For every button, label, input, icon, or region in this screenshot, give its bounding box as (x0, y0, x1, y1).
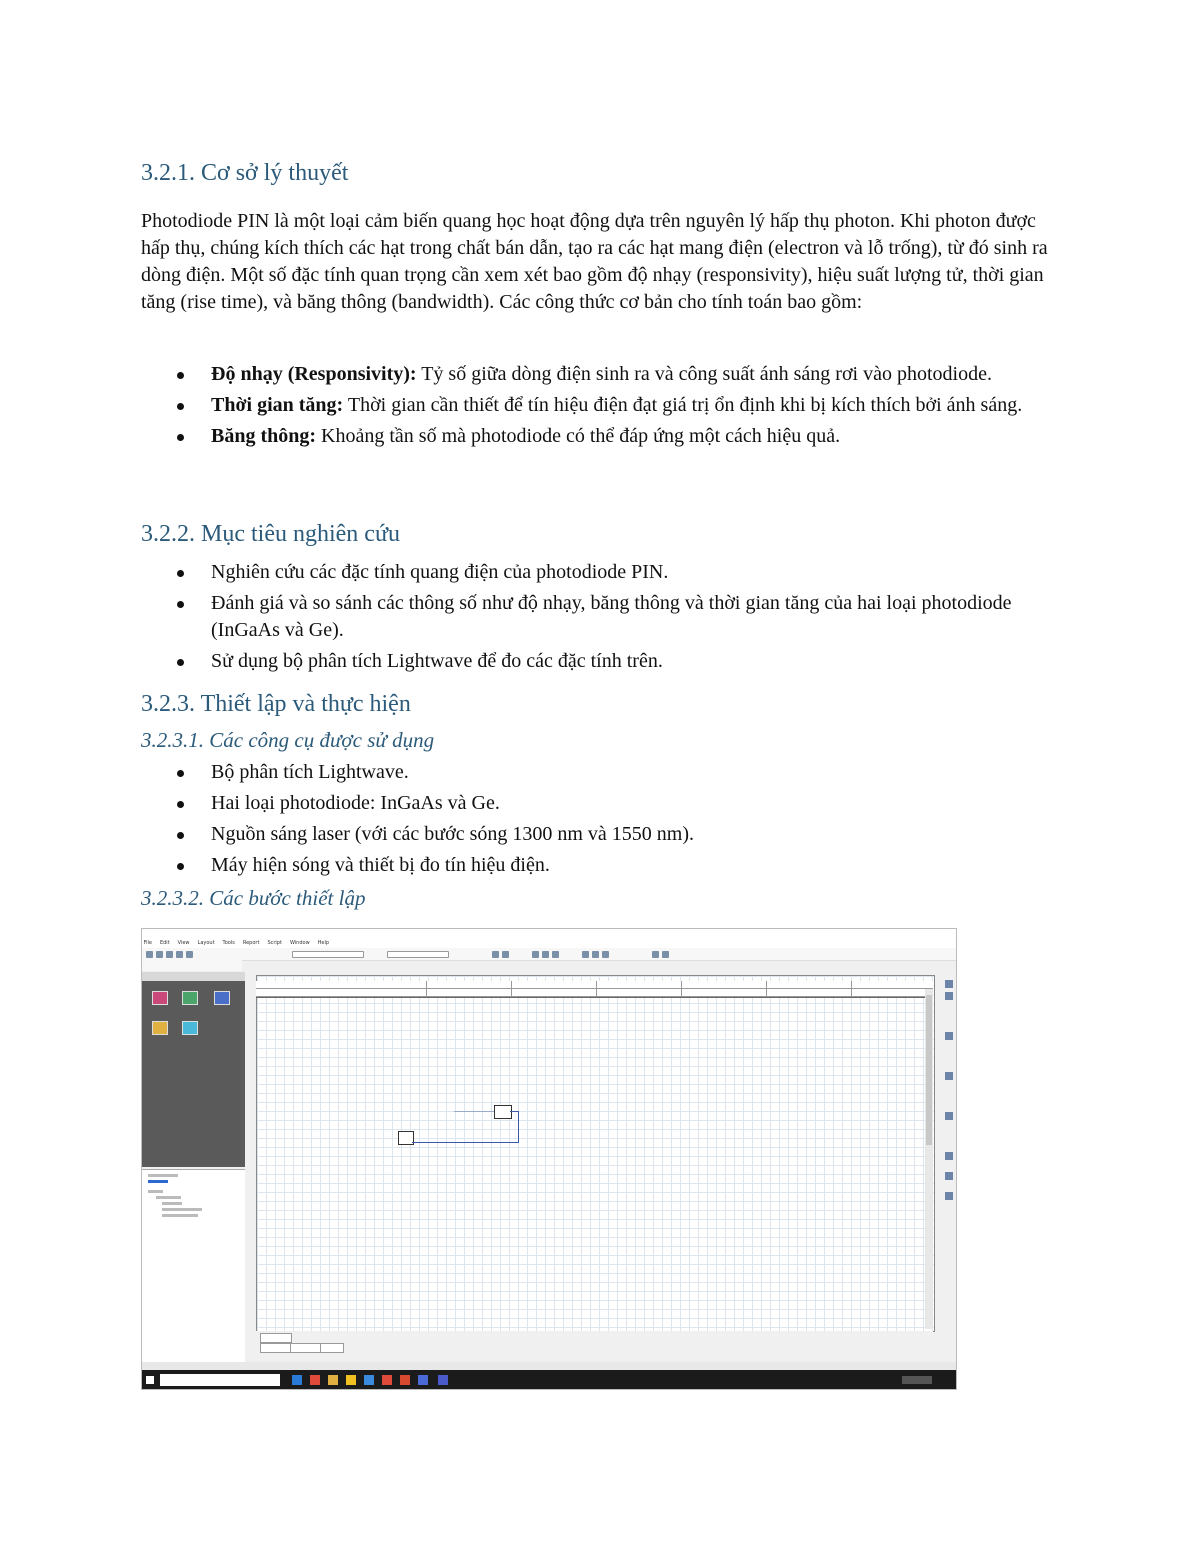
toolbar-icon (176, 951, 183, 958)
status-bar (142, 1362, 956, 1370)
section-heading-3-2-3: 3.2.3. Thiết lập và thực hiện (141, 691, 411, 717)
library-folder-icon (182, 1021, 198, 1035)
component-library-header (142, 972, 245, 981)
tools-list (141, 759, 1056, 883)
project-browser-row (156, 1196, 181, 1199)
toolbar-icon (492, 951, 499, 958)
layout-title-block (256, 981, 933, 998)
project-browser-row (148, 1174, 178, 1177)
library-folder-icon (182, 991, 198, 1005)
signal-wire (510, 1111, 518, 1112)
side-tool-icon[interactable] (945, 1032, 953, 1040)
property-desc: Tỷ số giữa dòng điện sinh ra và công suất ánh sáng rơi vào photodiode. (416, 363, 992, 385)
list-item: Nguồn sáng laser (với các bước sóng 1300 nm và 1550 nm). (141, 821, 1056, 848)
list-item: Máy hiện sóng và thiết bị đo tín hiệu điện. (141, 852, 1056, 879)
toolbar-icon (166, 951, 173, 958)
side-tool-icon[interactable] (945, 1072, 953, 1080)
toolbar-icon (502, 951, 509, 958)
project-browser-row (162, 1214, 198, 1217)
subsection-heading-3-2-3-1: 3.2.3.1. Các công cụ được sử dụng (141, 728, 435, 752)
side-tool-icon[interactable] (945, 1172, 953, 1180)
embedded-screenshot (141, 928, 957, 1390)
project-browser-row (162, 1208, 202, 1211)
title-block-row (256, 989, 933, 997)
menu-item: Window (289, 940, 310, 946)
toolbar-icon (602, 951, 609, 958)
taskbar-clock (902, 1376, 932, 1384)
menu-item: Report (242, 940, 260, 946)
taskbar-app-icon[interactable] (438, 1375, 448, 1385)
property-desc: Thời gian cần thiết để tín hiệu điện đạt giá trị ổn định khi bị kích thích bởi ánh sáng. (343, 394, 1023, 416)
toolbar-icon (532, 951, 539, 958)
list-item (141, 361, 1056, 388)
side-toolbar (942, 972, 956, 1372)
title-block-divider (426, 981, 427, 997)
taskbar-app-icon[interactable] (328, 1375, 338, 1385)
section-heading-3-2-1: 3.2.1. Cơ sở lý thuyết (141, 160, 349, 186)
title-block-divider (851, 981, 852, 997)
intro-paragraph: Photodiode PIN là một loại cảm biến quang học hoạt động dựa trên nguyên lý hấp thụ photon. Khi photon được hấp thụ, chúng kích thích các hạt trong chất bán dẫn, tạo ra các hạt mang điện (electron và lỗ trống), từ đó sinh ra dòng điện. Một số đặc tính quan trọng cần xem xét bao gồm độ nhạy (responsivity), hiệu suất lượng tử, thời gian tăng (rise time), và băng thông (bandwidth). Các công thức cơ bản cho tính toán bao gồm: (141, 210, 1048, 313)
screenshot-toolbar (142, 948, 956, 961)
toolbar-icon (542, 951, 549, 958)
menu-item: Help (317, 940, 330, 946)
list-item (141, 392, 1056, 419)
toolbar-icon (662, 951, 669, 958)
property-term: Độ nhạy (Responsivity): (211, 363, 417, 385)
taskbar-search-input[interactable] (160, 1374, 280, 1386)
taskbar-app-icon[interactable] (310, 1375, 320, 1385)
screenshot-menubar (142, 939, 956, 948)
title-block-divider (596, 981, 597, 997)
toolbar-icon (186, 951, 193, 958)
project-browser-row (162, 1202, 182, 1205)
optical-link (454, 1111, 494, 1112)
menu-item: Tools (222, 940, 235, 946)
screenshot-toolbar-secondary (142, 960, 242, 971)
tab[interactable] (290, 1343, 322, 1353)
taskbar-app-icon[interactable] (364, 1375, 374, 1385)
start-icon[interactable] (146, 1376, 154, 1384)
scrollbar-thumb[interactable] (926, 995, 932, 1145)
layout-select (292, 951, 364, 958)
list-item: Nghiên cứu các đặc tính quang điện của photodiode PIN. (141, 559, 1056, 586)
property-desc: Khoảng tần số mà photodiode có thể đáp ứng một cách hiệu quả. (316, 425, 841, 447)
signal-wire (412, 1142, 519, 1143)
list-item: Hai loại photodiode: InGaAs và Ge. (141, 790, 1056, 817)
laser-component[interactable] (494, 1105, 512, 1119)
list-item: Đánh giá và so sánh các thông số như độ nhạy, băng thông và thời gian tăng của hai loại photodiode (InGaAs và Ge). (141, 590, 1056, 644)
library-folder-icon (214, 991, 230, 1005)
side-tool-icon[interactable] (945, 1192, 953, 1200)
toolbar-icon (156, 951, 163, 958)
list-item (141, 423, 1056, 450)
objectives-list (141, 559, 1056, 679)
toolbar-icon (582, 951, 589, 958)
taskbar-app-icon[interactable] (292, 1375, 302, 1385)
layout-canvas[interactable] (256, 975, 935, 1332)
menu-item: Script (267, 940, 282, 946)
property-term: Băng thông: (211, 425, 317, 447)
taskbar-app-icon[interactable] (346, 1375, 356, 1385)
menu-item: File (143, 940, 152, 946)
toolbar-icon (552, 951, 559, 958)
library-folder-icon (152, 1021, 168, 1035)
project-browser-panel (142, 1169, 245, 1370)
windows-taskbar (142, 1370, 956, 1389)
section-heading-3-2-2: 3.2.2. Mục tiêu nghiên cứu (141, 521, 400, 547)
layout-tabs (256, 1331, 933, 1355)
title-block-divider (766, 981, 767, 997)
subsection-heading-3-2-3-2: 3.2.3.2. Các bước thiết lập (141, 886, 366, 910)
menu-item: View (177, 940, 190, 946)
menu-item: Edit (159, 940, 170, 946)
taskbar-app-icon[interactable] (400, 1375, 410, 1385)
signal-wire (518, 1111, 519, 1143)
canvas-vertical-scrollbar[interactable] (925, 989, 933, 1329)
property-term: Thời gian tăng: (211, 394, 344, 416)
toolbar-icon (652, 951, 659, 958)
toolbar-icon (592, 951, 599, 958)
side-tool-icon[interactable] (945, 1112, 953, 1120)
library-folder-icon (152, 991, 168, 1005)
side-tool-icon[interactable] (945, 1152, 953, 1160)
tab[interactable] (320, 1343, 344, 1353)
title-block-row (256, 981, 933, 989)
menu-item: Layout (197, 940, 215, 946)
list-item: Bộ phân tích Lightwave. (141, 759, 1056, 786)
side-tool-icon[interactable] (945, 980, 953, 988)
tab[interactable] (260, 1343, 292, 1353)
side-tool-icon[interactable] (945, 992, 953, 1000)
title-block-divider (681, 981, 682, 997)
screenshot-titlebar (142, 929, 956, 939)
tab[interactable] (260, 1333, 292, 1343)
project-browser-row (148, 1190, 163, 1193)
project-browser-row (148, 1180, 168, 1183)
taskbar-app-icon[interactable] (382, 1375, 392, 1385)
toolbar-icon (146, 951, 153, 958)
zoom-select (387, 951, 449, 958)
list-item: Sử dụng bộ phân tích Lightwave để đo các đặc tính trên. (141, 648, 1056, 675)
properties-list (141, 361, 1056, 454)
taskbar-app-icon[interactable] (418, 1375, 428, 1385)
title-block-divider (511, 981, 512, 997)
